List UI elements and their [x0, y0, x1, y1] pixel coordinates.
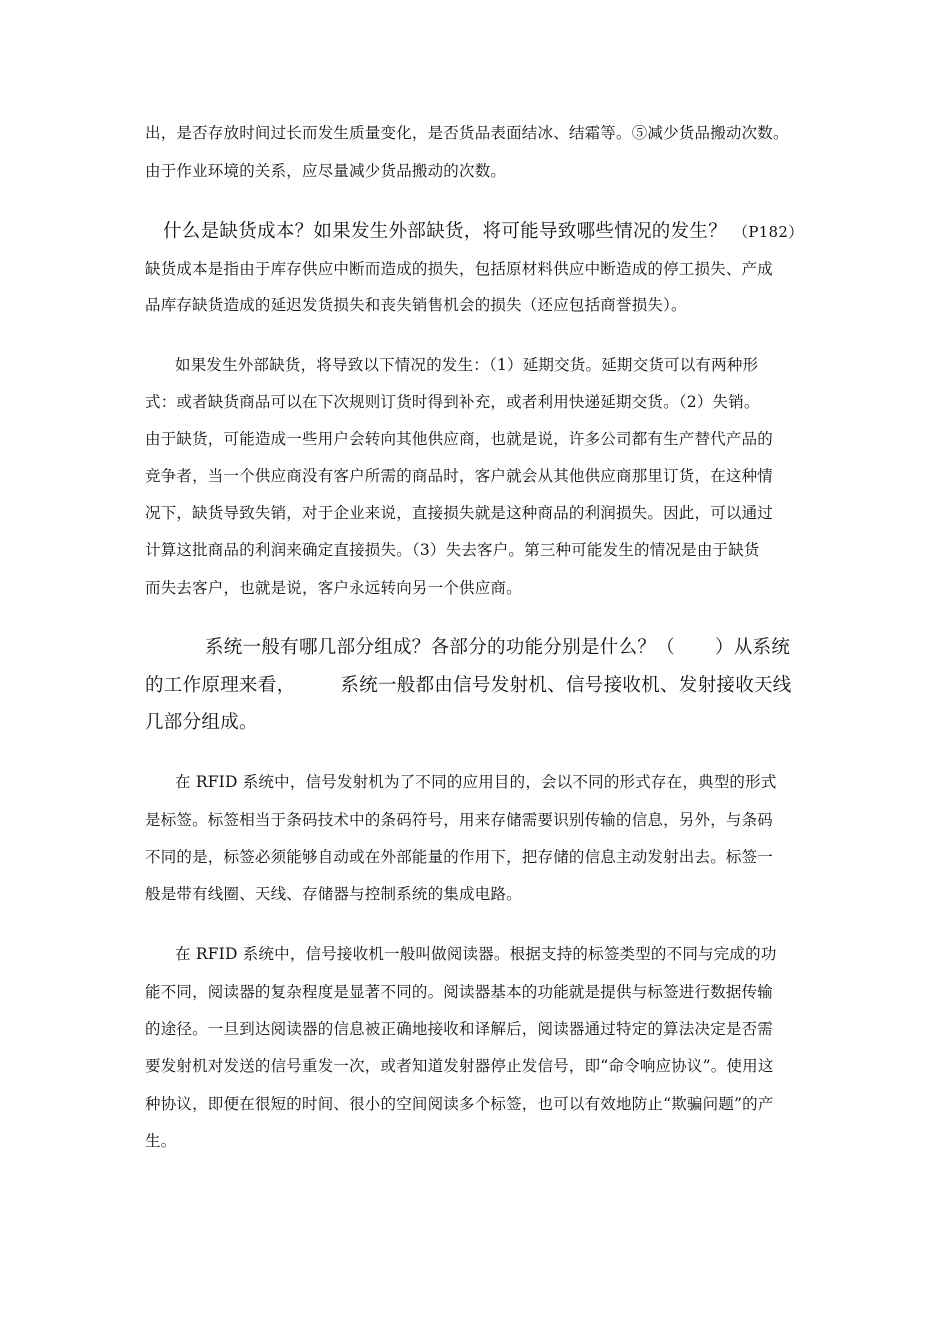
para5-line-4: 要发射机对发送的信号重发一次，或者知道发射器停止发信号，即“命令响应协议”。使用这 — [145, 1057, 774, 1075]
question-heading-rfid-line-2 — [145, 674, 792, 698]
para1-line-2: 由于作业环境的关系，应尽量减少货品搬动的次数。 — [145, 162, 507, 180]
para5-line-1: 在 RFID 系统中，信号接收机一般叫做阅读器。根据支持的标签类型的不同与完成的功 — [175, 945, 777, 963]
para1-line-1: 出，是否存放时间过长而发生质量变化，是否货品表面结冰、结霜等。⑤减少货品搬动次数。 — [145, 124, 789, 142]
question2-text-b: ）从系统 — [715, 637, 791, 658]
para5-line-6: 生。 — [145, 1132, 177, 1150]
para3-line-3: 由于缺货，可能造成一些用户会转向其他供应商，也就是说，许多公司都有生产替代产品的 — [145, 430, 774, 448]
para2-line-2: 品库存缺货造成的延迟发货损失和丧失销售机会的损失（还应包括商誉损失）。 — [145, 296, 687, 314]
para4-line-4: 般是带有线圈、天线、存储器与控制系统的集成电路。 — [145, 885, 522, 903]
para3-line-2: 式：或者缺货商品可以在下次规则订货时得到补充，或者利用快递延期交货。（2）失销。 — [145, 393, 760, 411]
para2-line-1: 缺货成本是指由于库存供应中断而造成的损失，包括原材料供应中断造成的停工损失、产成 — [145, 260, 774, 278]
question-text: 什么是缺货成本？如果发生外部缺货，将可能导致哪些情况的发生？ — [163, 221, 728, 242]
para3-line-5: 况下，缺货导致失销，对于企业来说，直接损失就是这种商品的利润损失。因此，可以通过 — [145, 504, 774, 522]
question2-text-a: 系统一般有哪几部分组成？各部分的功能分别是什么？（ — [205, 637, 676, 658]
para5-line-3: 的途径。一旦到达阅读器的信息被正确地接收和译解后，阅读器通过特定的算法决定是否需 — [145, 1020, 774, 1038]
question-heading-rfid-line-1 — [205, 636, 790, 660]
para3-line-4: 竞争者，当一个供应商没有客户所需的商品时，客户就会从其他供应商那里订货，在这种情 — [145, 467, 774, 485]
para4-line-3: 不同的是，标签必须能够自动或在外部能量的作用下，把存储的信息主动发射出去。标签一 — [145, 848, 774, 866]
question2-line2-b: 系统一般都由信号发射机、信号接收机、发射接收天线 — [340, 675, 792, 696]
page-reference: （P182） — [733, 223, 804, 241]
para4-line-2: 是标签。标签相当于条码技术中的条码符号，用来存储需要识别传输的信息，另外，与条码 — [145, 811, 774, 829]
para4-line-1: 在 RFID 系统中，信号发射机为了不同的应用目的，会以不同的形式存在，典型的形式 — [175, 773, 777, 791]
para3-line-1: 如果发生外部缺货，将导致以下情况的发生：（1）延期交货。延期交货可以有两种形 — [175, 356, 759, 374]
para5-line-2: 能不同，阅读器的复杂程度是显著不同的。阅读器基本的功能就是提供与标签进行数据传输 — [145, 983, 774, 1001]
para3-line-6: 计算这批商品的利润来确定直接损失。（3）失去客户。第三种可能发生的情况是由于缺货 — [145, 541, 760, 559]
question-heading-rfid-line-3: 几部分组成。 — [145, 712, 258, 733]
para5-line-5: 种协议，即便在很短的时间、很小的空间阅读多个标签，也可以有效地防止“欺骗问题”的产 — [145, 1095, 774, 1113]
question-heading-shortage-cost — [163, 220, 804, 244]
para3-line-7: 而失去客户，也就是说，客户永远转向另一个供应商。 — [145, 579, 522, 597]
question2-line2-a: 的工作原理来看， — [145, 675, 296, 696]
